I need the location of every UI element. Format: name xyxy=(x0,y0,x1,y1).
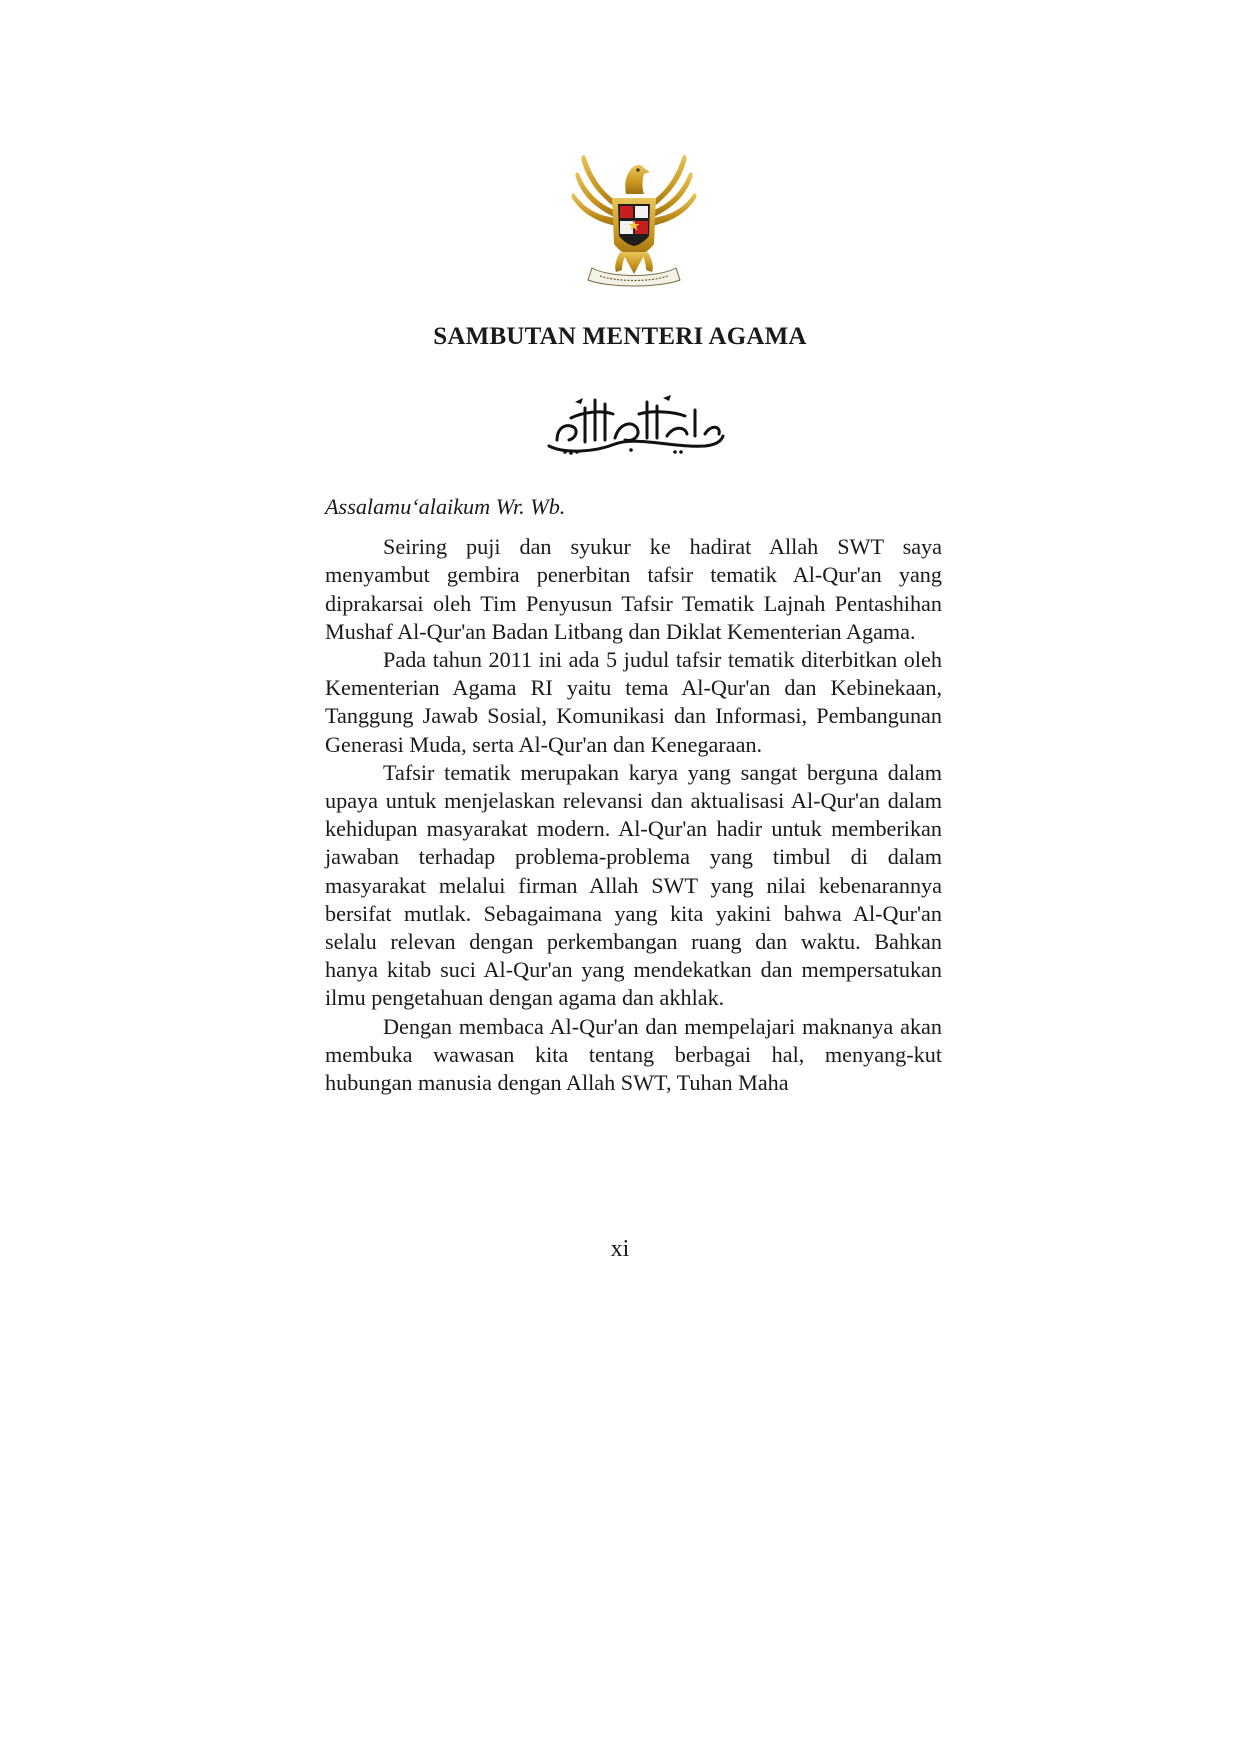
page-title: SAMBUTAN MENTERI AGAMA xyxy=(433,323,807,350)
paragraph: Pada tahun 2011 ini ada 5 judul tafsir tematik diterbitkan oleh Kementerian Agama RI yaitu tema Al-Qur'an dan Kebinekaan, Tanggung Jawab Sosial, Komunikasi dan Informasi, Pembangunan Generasi Muda, serta Al-Qur'an dan Kenegaraan. xyxy=(325,647,942,757)
greeting: Assalamu‘alaikum Wr. Wb. xyxy=(325,494,566,519)
garuda-emblem-icon xyxy=(570,148,698,290)
page-number: xi xyxy=(610,1236,630,1262)
paragraph: Tafsir tematik merupakan karya yang sangat berguna dalam upaya untuk menjelaskan relevansi dan aktualisasi Al-Qur'an dalam kehidupan masyarakat modern. Al-Qur'an hadir untuk memberikan jawaban terhadap problema-problema yang timbul di dalam masyarakat melalui firman Allah SWT yang nilai kebenarannya bersifat mutlak. Sebagaimana yang kita yakini bahwa Al-Qur'an selalu relevan dengan perkembangan ruang dan waktu. Bahkan hanya kitab suci Al-Qur'an yang mendekatkan dan mempersatukan ilmu pengetahuan dengan agama dan akhlak. xyxy=(325,759,942,1011)
basmalah-calligraphy-icon xyxy=(535,390,735,462)
paragraph: Seiring puji dan syukur ke hadirat Allah SWT saya menyambut gembira penerbitan tafsir tematik Al-Qur'an yang diprakarsai oleh Tim Penyusun Tafsir Tematik Lajnah Pentashihan Mushaf Al-Qur'an Badan Litbang dan Diklat Kementerian Agama. xyxy=(325,534,942,644)
letter-body xyxy=(325,493,942,1097)
paragraph: Dengan membaca Al-Qur'an dan mempelajari maknanya akan membuka wawasan kita tentang berbagai hal, menyang-kut hubungan manusia dengan Allah SWT, Tuhan Maha xyxy=(325,1013,942,1096)
